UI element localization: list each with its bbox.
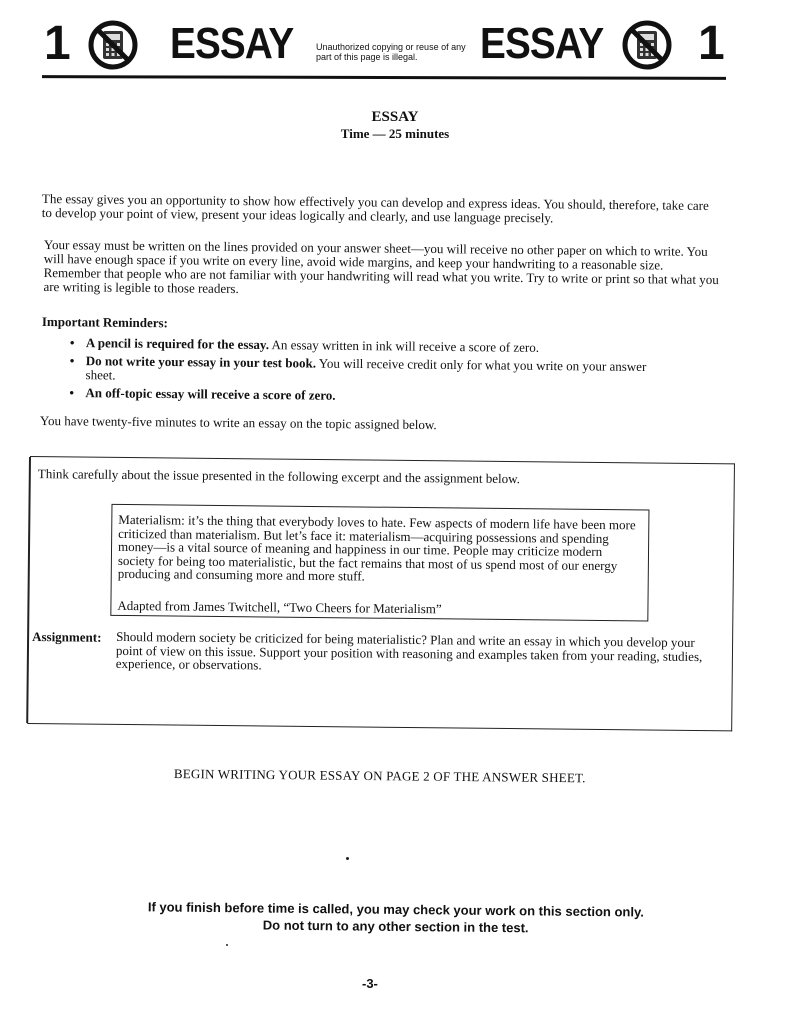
reminder-text: An essay written in ink will receive a score of zero. bbox=[268, 337, 540, 355]
reminder-bold: A pencil is required for the essay. bbox=[85, 335, 270, 353]
reminder-bold: Do not write your essay in your test book. bbox=[85, 353, 317, 371]
reminder-bold: An off-topic essay will receive a score of zero. bbox=[85, 385, 336, 403]
begin-writing-note: BEGIN WRITING YOUR ESSAY ON PAGE 2 OF THE ANSWER SHEET. bbox=[173, 766, 586, 786]
finish-line-1: If you finish before time is called, you may check your work on this section only. bbox=[147, 899, 644, 920]
time-note: You have twenty-five minutes to write an essay on the topic assigned below. bbox=[39, 413, 437, 433]
excerpt-source: Adapted from James Twitchell, “Two Cheers for Materialism” bbox=[117, 597, 442, 617]
reminders-list bbox=[69, 336, 670, 410]
copyright-notice: Unauthorized copying or reuse of any part of this page is illegal. bbox=[316, 42, 466, 62]
page-number: -3- bbox=[362, 976, 378, 991]
section-header bbox=[36, 14, 726, 84]
intro-paragraph-1: The essay gives you an opportunity to show how effectively you can develop and express ideas. You should, therefore, take care to develop your point of view, present your ideas logically and clearly, and use language precisely. bbox=[41, 191, 709, 226]
finish-note bbox=[116, 898, 676, 938]
prompt-box-left-border bbox=[26, 457, 30, 723]
essay-heading: ESSAY bbox=[371, 109, 419, 125]
intro-paragraph-2: Your essay must be written on the lines provided on your answer sheet—you will receive no other paper on which to write. You will have enough space if you write on every line, avoid wide margins, and keep your handwriting to a reasonable size. Remember that people who are not familiar with your handwriting will read what you write. Try to write or print so that what you are writing is legible to those readers. bbox=[43, 237, 719, 297]
header-title-right: ESSAY bbox=[480, 19, 604, 68]
assignment-label: Assignment: bbox=[32, 629, 102, 645]
no-calculator-icon bbox=[622, 20, 672, 70]
header-title-left: ESSAY bbox=[170, 19, 294, 68]
excerpt-box bbox=[110, 504, 649, 622]
list-item bbox=[69, 386, 669, 406]
excerpt-text: Materialism: it’s the thing that everybody loves to hate. Few aspects of modern life have been more criticized than materialism. But let’s face it: materialism—acquiring possessions and spending money—is a vital source of meaning and happiness in our time. People may criticize modern society for being too materialistic, but the fact remains that most of us spend most of our energy producing and consuming more and more stuff. bbox=[117, 511, 636, 584]
essay-title-block bbox=[290, 108, 500, 142]
assignment-text: Should modern society be criticized for being materialistic? Plan and write an essay in which you develop your point of view on this issue. Support your position with reasoning and examples taken from your reading, studies, experience, or observations. bbox=[115, 628, 703, 673]
finish-line-2: Do not turn to any other section in the test. bbox=[262, 917, 529, 936]
time-limit: Time — 25 minutes bbox=[340, 126, 450, 141]
reminders-heading: Important Reminders: bbox=[41, 314, 169, 331]
prompt-box bbox=[27, 456, 735, 731]
scan-speck bbox=[226, 944, 228, 946]
prompt-instruction: Think carefully about the issue presented in the following excerpt and the assignment below. bbox=[37, 466, 521, 487]
list-item bbox=[70, 354, 670, 388]
no-calculator-icon bbox=[88, 20, 138, 70]
scan-speck bbox=[346, 857, 349, 860]
reminder-text: You will receive credit only for what you write on your answer sheet. bbox=[85, 355, 647, 383]
section-number-left: 1 bbox=[44, 17, 71, 70]
section-number-right: 1 bbox=[698, 17, 725, 70]
